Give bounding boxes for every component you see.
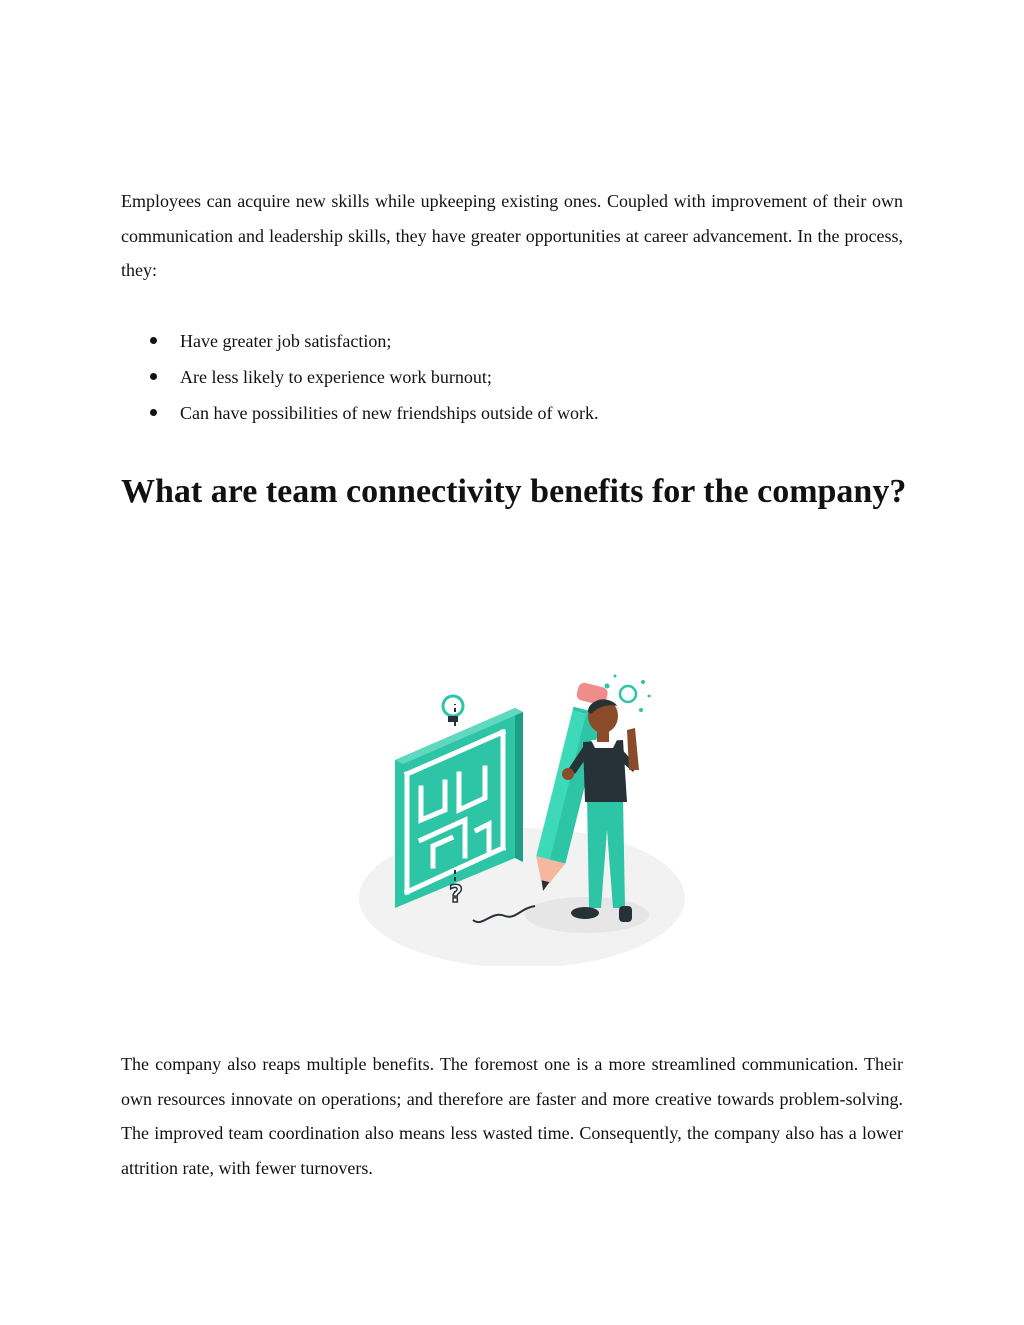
svg-text:?: ? (449, 880, 463, 908)
list-item-text: Have greater job satisfaction; (180, 331, 392, 351)
benefits-list (121, 324, 903, 432)
list-item (121, 360, 903, 396)
list-item (121, 396, 903, 432)
list-item (121, 324, 903, 360)
bullet-icon (150, 337, 157, 344)
intro-paragraph: Employees can acquire new skills while upkeeping existing ones. Coupled with improvement of their own communication and leadership skills, they have greater opportunities at career advancement. In the process, they: (121, 191, 903, 280)
person-with-pencil-and-maze-illustration (355, 670, 690, 970)
bullet-icon (150, 373, 157, 380)
list-item-text: Can have possibilities of new friendships outside of work. (180, 403, 599, 423)
light-bulb-icon (443, 696, 463, 722)
section-heading: What are team connectivity benefits for the company? (121, 473, 907, 510)
bullet-icon (150, 409, 157, 416)
list-item-text: Are less likely to experience work burnout; (180, 367, 492, 387)
closing-paragraph: The company also reaps multiple benefits. The foremost one is a more streamlined communication. Their own resources innovate on operations; and therefore are faster and more creative towards problem-solving. The improved team coordination also means less wasted time. Consequently, the company also has a lower attrition rate, with fewer turnovers. (121, 1054, 903, 1178)
